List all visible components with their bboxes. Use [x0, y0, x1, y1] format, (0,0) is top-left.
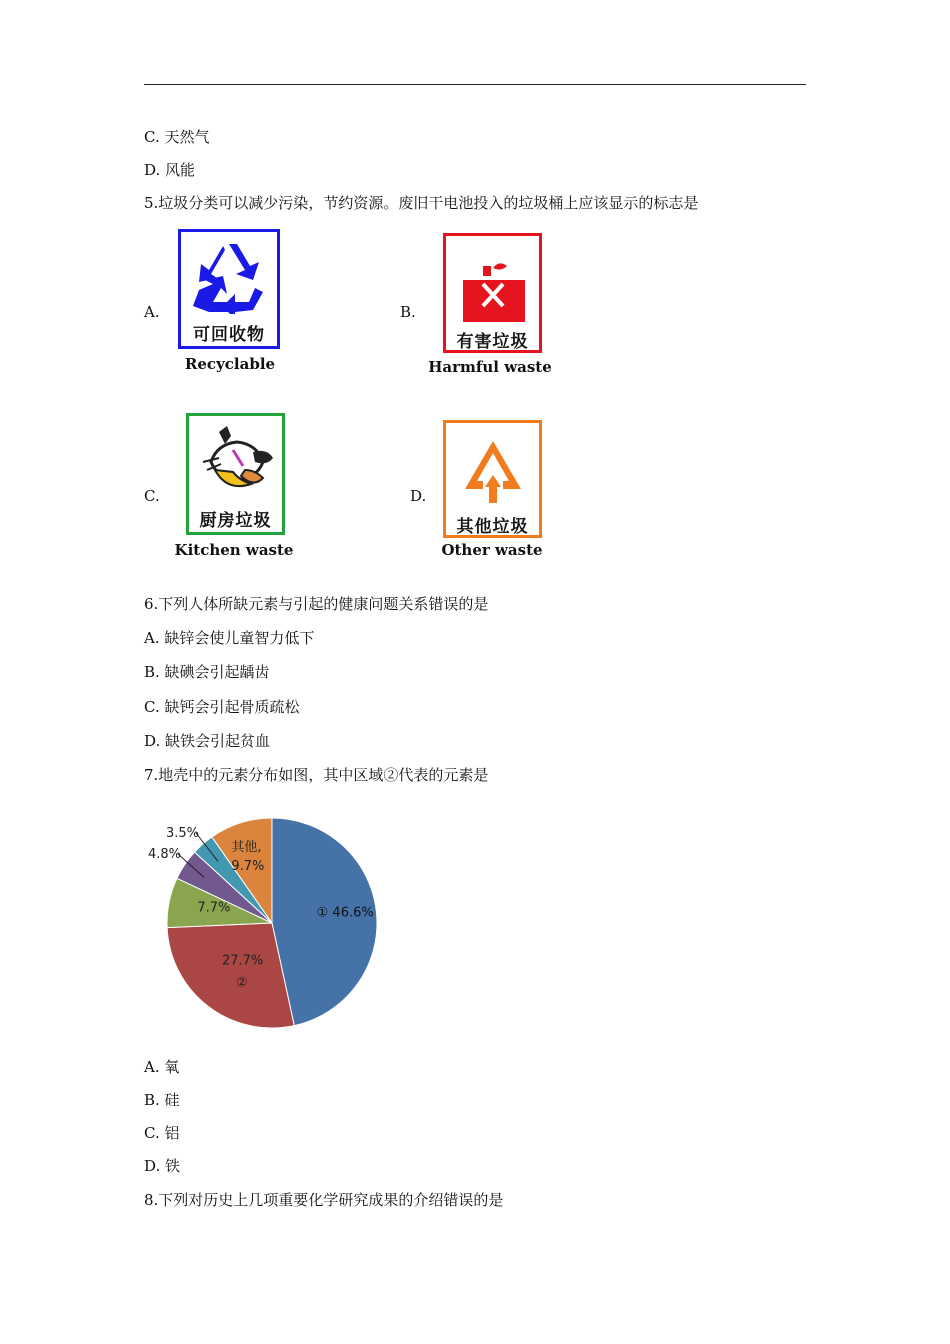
- recyclable-cn: 可回收物: [193, 325, 265, 345]
- pie-marker-1: ②: [235, 975, 248, 991]
- kitchen-cn: 厨房垃圾: [199, 511, 272, 531]
- pie-slice-1: [167, 923, 294, 1028]
- q5-label-a: A.: [144, 303, 160, 321]
- recyclable-sign: [178, 229, 280, 349]
- q5-label-d: D.: [410, 487, 427, 505]
- kitchen-waste-sign: [186, 413, 285, 535]
- q5-label-c: C.: [144, 487, 160, 505]
- q6-question: 6.下列人体所缺元素与引起的健康问题关系错误的是: [144, 595, 489, 613]
- harmful-en: Harmful waste: [428, 358, 552, 376]
- pie-label-0: ① 46.6%: [316, 905, 374, 921]
- q6-option-b: B. 缺碘会引起龋齿: [144, 663, 270, 681]
- pie-label-5: 其他,: [231, 839, 262, 855]
- q6-option-c: C. 缺钙会引起骨质疏松: [144, 698, 300, 716]
- kitchen-en: Kitchen waste: [174, 541, 294, 559]
- q5-question: 5.垃圾分类可以减少污染，节约资源。废旧干电池投入的垃圾桶上应该显示的标志是: [144, 194, 699, 212]
- header-rule: [144, 84, 806, 85]
- q5-label-b: B.: [400, 303, 416, 321]
- harmful-icon: [463, 258, 525, 322]
- q4-option-c: C. 天然气: [144, 128, 210, 146]
- q6-option-a: A. 缺锌会使儿童智力低下: [144, 629, 315, 647]
- pie-label-3: 4.8%: [148, 847, 182, 862]
- q7-option-a: A. 氧: [144, 1058, 180, 1076]
- pie-label-2: 7.7%: [197, 900, 231, 916]
- other-waste-icon: [463, 439, 523, 505]
- pie-label-4: 3.5%: [166, 826, 200, 841]
- pie-label-1: 27.7%: [221, 953, 264, 969]
- recycle-icon: [189, 240, 269, 314]
- recyclable-en: Recyclable: [184, 355, 276, 373]
- pie-label-5-value: 9.7%: [231, 858, 265, 874]
- q7-question: 7.地壳中的元素分布如图，其中区域②代表的元素是: [144, 766, 489, 784]
- q7-option-c: C. 铝: [144, 1124, 180, 1142]
- q7-option-d: D. 铁: [144, 1157, 181, 1175]
- other-en: Other waste: [441, 541, 543, 559]
- q8-question: 8.下列对历史上几项重要化学研究成果的介绍错误的是: [144, 1191, 504, 1209]
- crust-element-pie-chart: [144, 810, 384, 1035]
- q7-option-b: B. 硅: [144, 1091, 180, 1109]
- other-cn: 其他垃圾: [456, 517, 529, 537]
- harmful-cn: 有害垃圾: [456, 332, 529, 352]
- other-waste-sign: [443, 420, 542, 538]
- harmful-waste-sign: [443, 233, 542, 353]
- kitchen-icon: [197, 422, 277, 502]
- q6-option-d: D. 缺铁会引起贫血: [144, 732, 271, 750]
- q4-option-d: D. 风能: [144, 161, 196, 179]
